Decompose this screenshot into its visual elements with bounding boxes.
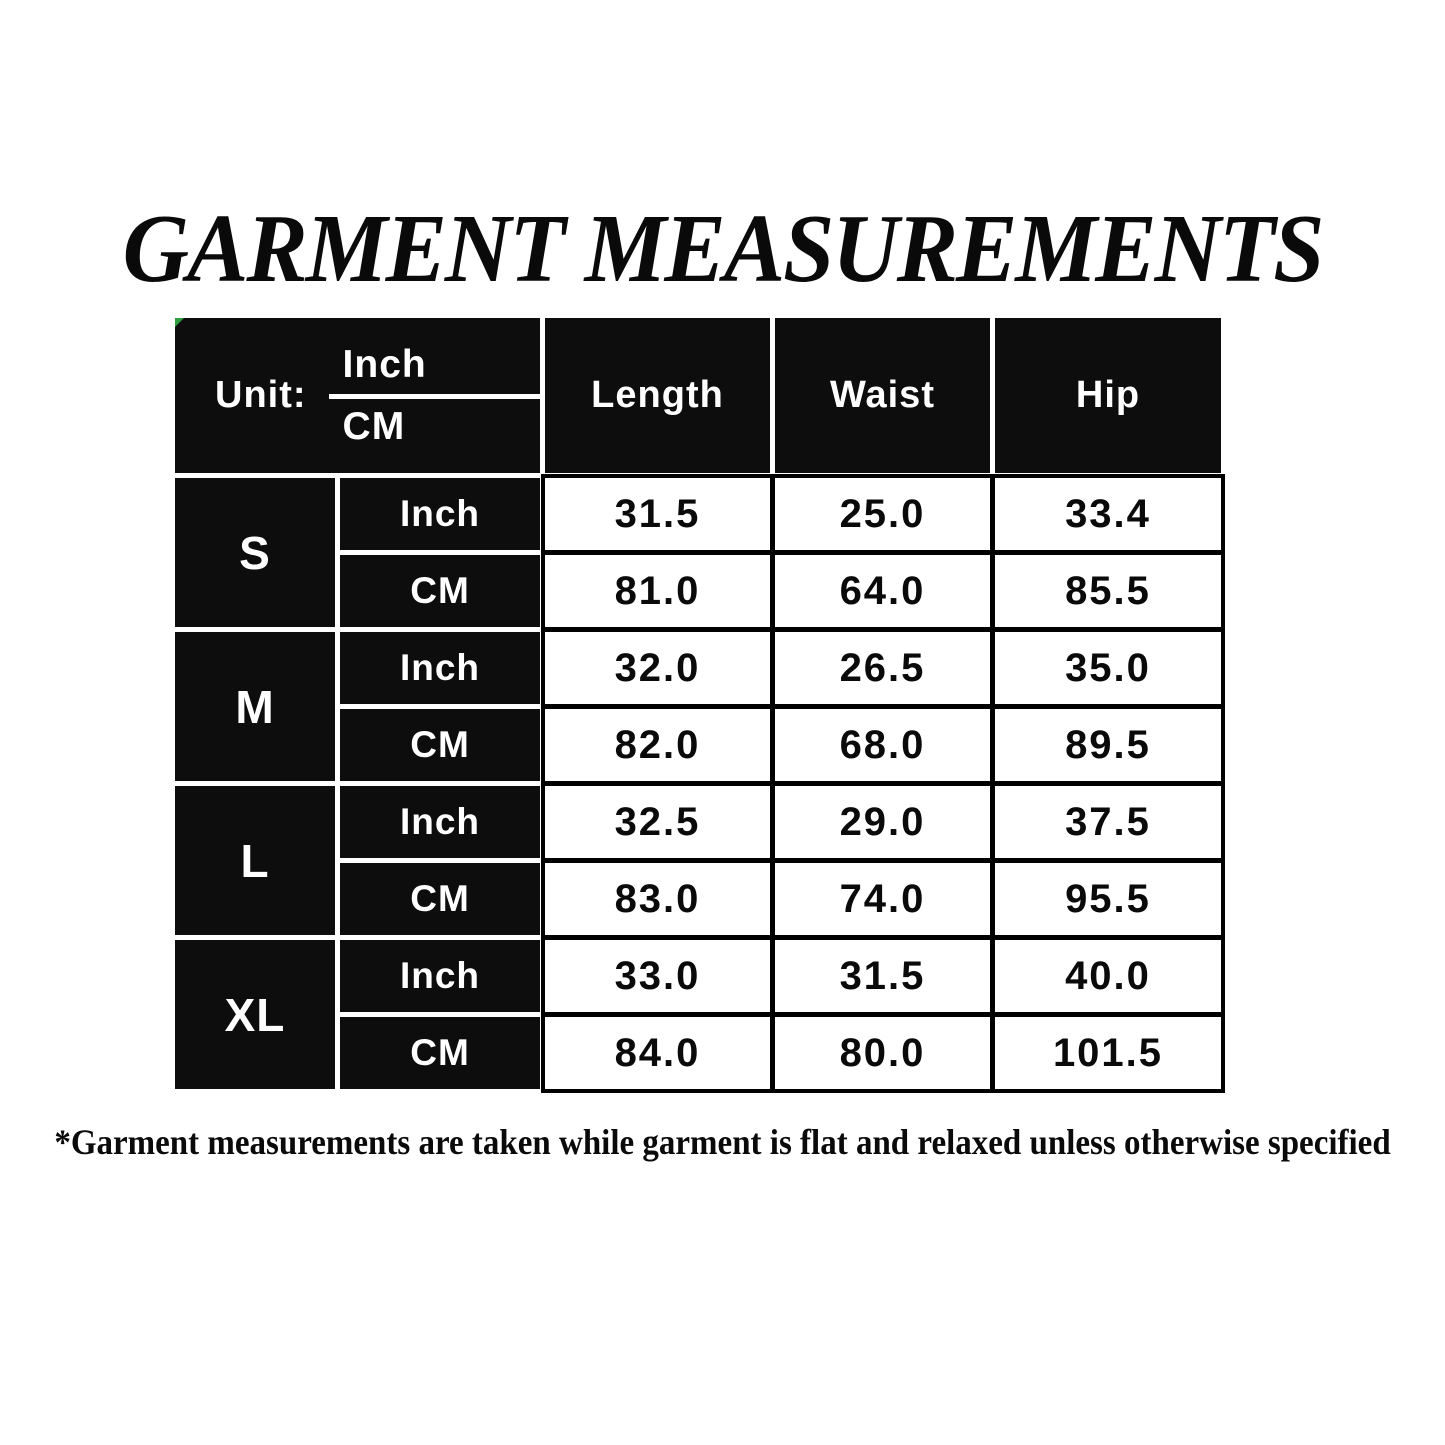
measurement-cell: 25.0 [775,478,990,550]
measurement-cell: 85.5 [995,555,1221,627]
measurement-cell: 95.5 [995,863,1221,935]
measurement-cell: 80.0 [775,1017,990,1089]
measurement-cell: 74.0 [775,863,990,935]
row-unit-label: Inch [340,478,540,550]
measurement-cell: 64.0 [775,555,990,627]
unit-fraction-cm: CM [342,404,406,448]
unit-header-cell [175,318,540,473]
size-cell-l: L [175,786,335,935]
measurement-cell: 101.5 [995,1017,1221,1089]
column-header-waist: Waist [775,318,990,473]
size-chart-table [175,318,1221,1089]
corner-marker-icon [175,318,184,327]
measurement-cell: 84.0 [545,1017,770,1089]
measurement-cell: 31.5 [545,478,770,550]
size-cell-xl: XL [175,940,335,1089]
measurement-cell: 32.5 [545,786,770,858]
measurement-note: *Garment measurements are taken while garment is flat and relaxed unless otherwise specified [54,1124,1391,1163]
unit-fraction-inch: Inch [329,343,540,399]
measurement-cell: 83.0 [545,863,770,935]
row-unit-label: CM [340,709,540,781]
measurement-cell: 81.0 [545,555,770,627]
measurement-cell: 31.5 [775,940,990,1012]
measurement-cell: 68.0 [775,709,990,781]
measurement-cell: 32.0 [545,632,770,704]
row-unit-label: CM [340,555,540,627]
measurement-cell: 33.4 [995,478,1221,550]
column-header-length: Length [545,318,770,473]
measurement-cell: 82.0 [545,709,770,781]
measurement-cell: 35.0 [995,632,1221,704]
size-cell-s: S [175,478,335,627]
measurement-cell: 26.5 [775,632,990,704]
row-unit-label: Inch [340,786,540,858]
column-header-hip: Hip [995,318,1221,473]
unit-label: Unit: [215,374,307,416]
row-unit-label: CM [340,863,540,935]
row-unit-label: Inch [340,632,540,704]
measurement-cell: 40.0 [995,940,1221,1012]
page-title: GARMENT MEASUREMENTS [122,194,1323,303]
measurement-cell: 29.0 [775,786,990,858]
measurement-cell: 37.5 [995,786,1221,858]
row-unit-label: Inch [340,940,540,1012]
measurement-cell: 33.0 [545,940,770,1012]
size-cell-m: M [175,632,335,781]
row-unit-label: CM [340,1017,540,1089]
unit-fraction [329,343,540,449]
measurement-cell: 89.5 [995,709,1221,781]
